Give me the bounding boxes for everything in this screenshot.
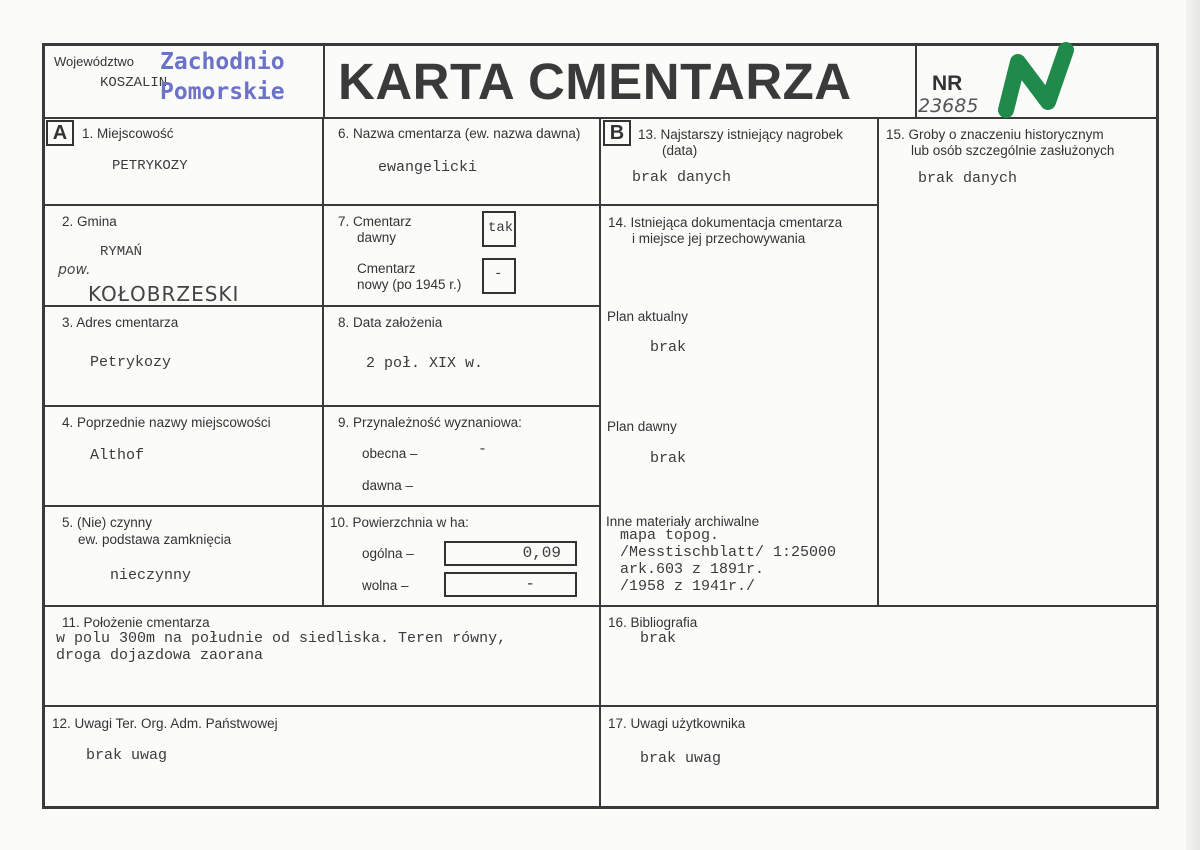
- field-8-label: 8. Data założenia: [338, 315, 443, 330]
- row-line-b: [599, 204, 878, 206]
- section-b-letter: B: [603, 120, 631, 146]
- field-4-value: Althof: [90, 447, 145, 464]
- field-11-label: 11. Położenie cmentarza: [62, 615, 210, 630]
- field-15-label-1: 15. Groby o znaczeniu historycznym: [886, 127, 1104, 142]
- plan-aktualny-label: Plan aktualny: [607, 309, 689, 324]
- field-11-value-1: w polu 300m na południe od siedliska. Teren równy,: [56, 630, 507, 647]
- plan-aktualny-value: brak: [650, 339, 687, 356]
- field-7-nowy-2: nowy (po 1945 r.): [357, 277, 462, 292]
- field-12-label: 12. Uwagi Ter. Org. Adm. Państwowej: [52, 716, 278, 731]
- field-10-ogolna-value: 0,09: [444, 541, 577, 566]
- field-7-dawny-2: dawny: [357, 230, 397, 245]
- frame-left: [42, 43, 45, 809]
- field-1-value: PETRYKOZY: [112, 158, 188, 174]
- page-title: KARTA CMENTARZA: [338, 53, 852, 110]
- plan-dawny-value: brak: [650, 450, 687, 467]
- field-16-label: 16. Bibliografia: [608, 615, 698, 630]
- field-15-value: brak danych: [918, 170, 1018, 187]
- stamp-line-1: Zachodnio: [160, 49, 285, 75]
- field-3-value: Petrykozy: [90, 354, 172, 371]
- field-7-nowy-1: Cmentarz: [357, 261, 416, 276]
- field-6-value: ewangelicki: [378, 159, 478, 176]
- field-9-obecna-value: -: [478, 441, 488, 458]
- field-1-label: 1. Miejscowość: [82, 126, 174, 141]
- col-divider-3: [877, 117, 879, 606]
- field-10-label: 10. Powierzchnia w ha:: [330, 515, 469, 530]
- field-10-wolna-value: -: [444, 572, 577, 597]
- section-a-letter: A: [46, 120, 74, 146]
- field-5-label-2: ew. podstawa zamknięcia: [78, 532, 232, 547]
- field-7-dawny-1: 7. Cmentarz: [338, 214, 412, 229]
- header-vline-1: [323, 43, 325, 118]
- field-17-label: 17. Uwagi użytkownika: [608, 716, 746, 731]
- field-15-label-2: lub osób szczególnie zasłużonych: [911, 143, 1115, 158]
- frame-right: [1156, 43, 1159, 809]
- card-edge: [1186, 0, 1200, 850]
- marker-letter-n: [992, 40, 1088, 118]
- field-10-ogolna-label: ogólna –: [362, 546, 414, 561]
- field-7-nowy-value: -: [494, 266, 503, 282]
- field-4-label: 4. Poprzednie nazwy miejscowości: [62, 415, 271, 430]
- pow-value: KOŁOBRZESKI: [88, 282, 240, 306]
- row-line-3: [42, 405, 600, 407]
- field-9-obecna-label: obecna –: [362, 446, 418, 461]
- field-13-label-1: 13. Najstarszy istniejący nagrobek: [638, 127, 843, 142]
- field-9-label: 9. Przynależność wyznaniowa:: [338, 415, 522, 430]
- plan-dawny-label: Plan dawny: [607, 419, 677, 434]
- field-6-label: 6. Nazwa cmentarza (ew. nazwa dawna): [338, 126, 581, 141]
- row-line-1: [42, 204, 600, 206]
- row-line-4: [42, 505, 600, 507]
- inne-line-2: /Messtischblatt/ 1:25000: [620, 544, 837, 561]
- field-13-label-2: (data): [662, 143, 698, 158]
- field-5-label-1: 5. (Nie) czynny: [62, 515, 153, 530]
- stamp-line-2: Pomorskie: [160, 79, 285, 105]
- field-17-value: brak uwag: [640, 750, 722, 767]
- field-2-value: RYMAŃ: [100, 244, 143, 260]
- header-vline-2: [915, 43, 917, 118]
- field-3-label: 3. Adres cmentarza: [62, 315, 179, 330]
- col-divider-1: [322, 117, 324, 606]
- field-11-value-2: droga dojazdowa zaorana: [56, 647, 264, 664]
- row-line-5: [42, 605, 1159, 607]
- pow-label: pow.: [58, 262, 91, 278]
- inne-label: Inne materiały archiwalne: [606, 514, 760, 529]
- field-16-value: brak: [640, 630, 677, 647]
- field-7-dawny-value: tak: [488, 220, 514, 236]
- field-10-wolna-label: wolna –: [362, 578, 409, 593]
- field-14-label-2: i miejsce jej przechowywania: [632, 231, 806, 246]
- field-5-value: nieczynny: [110, 567, 192, 584]
- field-9-dawna-label: dawna –: [362, 478, 414, 493]
- field-8-value: 2 poł. XIX w.: [366, 355, 484, 372]
- row-line-6: [42, 705, 1159, 707]
- inne-line-4: /1958 z 1941r./: [620, 578, 756, 595]
- field-13-value: brak danych: [632, 169, 732, 186]
- inne-line-1: mapa topog.: [620, 527, 720, 544]
- field-14-label-1: 14. Istniejąca dokumentacja cmentarza: [608, 215, 843, 230]
- nr-label: NR: [932, 72, 963, 95]
- nr-handwritten: 23685: [918, 95, 979, 117]
- field-2-label: 2. Gmina: [62, 214, 117, 229]
- inne-line-3: ark.603 z 1891r.: [620, 561, 765, 578]
- wojewodztwo-typed: KOSZALIN: [100, 75, 168, 91]
- field-12-value: brak uwag: [86, 747, 168, 764]
- wojewodztwo-label: Województwo: [54, 54, 134, 69]
